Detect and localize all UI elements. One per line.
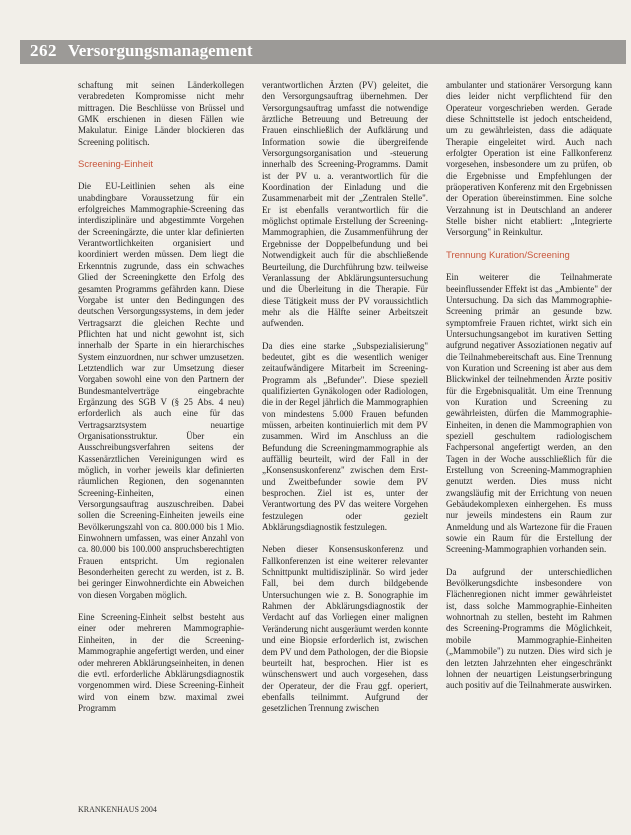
paragraph: Da aufgrund der unterschiedlichen Bevölkerungsdichte insbesondere von Flächenregionen nicht immer gewährleistet ist, dass solche Mammographie-Einheiten wohnortnah zu stellen, besteht im Rahmen des Screening-Programms die Möglichkeit, mobile Mammographie-Einheiten („Mammobile") zu nutzen. Dies wird sich je den letzten Jahrzehnten eher eingeschränkt lohnen der neuartigen Leistungserbringung auch positiv auf die Teilnahmerate auswirken. [446,566,612,691]
running-title: Versorgungsmanagement [68,41,253,60]
page-number: 262 [30,41,57,60]
paragraph: schaftung mit seinen Länderkollegen verabredeten Kompromisse nicht mehr mittragen. Die Beschlüsse von Brüssel und GMK erschienen in diesen Fällen wie Makulatur. Einige Länder blockieren das Screening politisch. [78,80,244,147]
paragraph: verantwortlichen Ärzten (PV) geleitet, die den Versorgungsauftrag übernehmen. Der Versorgungsauftrag umfasst die notwendige ärztliche Betreuung und Betreuung der Frauen einschließlich der Aufklärung und Information sowie die übergreifende Versorgungsorganisation und -steuerung innerhalb des Screening-Programms. Damit ist der PV u. a. verantwortlich für die Koordination der Einladung und die Zusammenarbeit mit der „Zentralen Stelle". Er ist ebenfalls verantwortlich für die möglichst optimale Erstellung der Screening-Mammographien, die Zusammenführung der Ergebnisse der Doppelbefundung und bei Notwendigkeit auch für die abschließende Beurteilung, die Durchführung bzw. teilweise Veranlassung der Abklärungsuntersuchung und die Überleitung in die Therapie. Für diese Tätigkeit muss der PV voraussichtlich mehr als die Hälfte seiner Arbeitszeit aufwenden. [262,80,428,329]
page-footer: KRANKENHAUS 2004 [78,805,157,814]
section-heading: Trennung Kuration/Screening [446,249,570,261]
paragraph: ambulanter und stationärer Versorgung kann dies leider nicht verpflichtend für den Operateur vorgeschrieben werden. Gerade diese Schnittstelle ist jedoch entscheidend, um zu gewährleisten, dass die adäquate Therapie eingeleitet wird. Auch nach erfolgter Operation ist eine Fallkonferenz vorgesehen, insbesondere um zu prüfen, ob die Ergebnisse und Empfehlungen der präoperativen Konferenz mit den Ergebnissen der Operation übereinstimmen. Eine solche Verzahnung ist in Deutschland an anderer Stelle bisher nicht etabliert: „Integrierte Versorgung" in Reinkultur. [446,80,612,238]
paragraph: Ein weiterer die Teilnahmerate beeinflussender Effekt ist das „Ambiente" der Untersuchung. Da sich das Mammographie-Screening primär an gesunde bzw. symptomfreie Frauen richtet, wirkt sich ein Untersuchungsangebot im kurativen Setting aufgrund negativer Assoziationen negativ auf die Teilnahmebereitschaft aus. Eine Trennung von Kuration und Screening ist aber aus dem Blickwinkel der teilnehmenden Ärzte positiv für die Ergebnisqualität. Um eine Trennung von Kuration und Screening zu gewährleisten, dürfen die Mammographie-Einheiten, in denen die Mammographien von speziell geschultem radiologischem Fachpersonal angefertigt werden, an den Tagen in der Woche ausschließlich für die Erstellung von Screening-Mammographien genutzt werden. Dies muss nicht zwangsläufig mit der Errichtung von neuen Gebäudekomplexen einhergehen. Es muss nur jeweils mindestens ein Raum zur Anmeldung und als Wartezone für die Frauen sowie ein Raum für die Erstellung der Screening-Mammographien vorhanden sein. [446,272,612,555]
paragraph: Eine Screening-Einheit selbst besteht aus einer oder mehreren Mammographie-Einheiten, in der die Screening-Mammographie angefertigt werden, und einer oder mehreren Abklärungseinheiten, in denen die evtl. erforderliche Abklärungsdiagnostik vorgenommen wird. Diese Screening-Einheit wird von einem bzw. maximal zwei Programm [78,612,244,713]
section-heading: Screening-Einheit [78,159,153,171]
paragraph: Da dies eine starke „Subspezialisierung" bedeutet, gibt es die wesentlich weniger zeitaufwändigere Mitarbeit im Screening-Programm als „Befunder". Diese speziell qualifizierten Gynäkologen oder Radiologen, die in der Regel jährlich die Mammographien von mindestens 5.000 Frauen befunden müssen, arbeiten kontinuierlich mit dem PV zusammen. Wird im Anschluss an die Befundung die Screeningmammographie als auffällig beurteilt, wird der Fall in der „Konsensuskonferenz" zwischen dem Erst- und Zweitbefunder sowie dem PV besprochen. Ziel ist es, unter der Verantwortung des PV das weitere Vorgehen festzulegen oder gezielt Abklärungsdiagnostik festzulegen. [262,340,428,533]
paragraph: Neben dieser Konsensuskonferenz und Fallkonferenzen ist eine weiterer relevanter Schnittpunkt multidisziplinär. So wird jeder Fall, bei dem durch bildgebende Untersuchungen wie z. B. Sonographie im Rahmen der Abklärungsdiagnostik der Verdacht auf das Vorliegen einer malignen Veränderung nicht ausgeräumt werden konnte und eine Biopsie erforderlich ist, zwischen dem PV und dem Pathologen, der die Biopsie beurteilt hat, besprochen. Hier ist es wünschenswert und auch vorgesehen, dass der Operateur, der die Frau ggf. operiert, ebenfalls teilnimmt. Aufgrund der gesetzlichen Trennung zwischen [262,544,428,714]
text-column-2 [262,80,428,782]
text-column-3 [446,80,612,782]
text-column-1 [78,80,244,780]
paragraph: Die EU-Leitlinien sehen als eine unabdingbare Voraussetzung für ein erfolgreiches Mammographie-Screening das interdisziplinäre und abgestimmte Vorgehen der Screeningärzte, die unter klar definierten Verantwortlichkeiten organisiert und koordiniert werden müssen. Dem liegt die Erkenntnis zugrunde, dass ein schwaches Glied der Screeningkette den Erfolg des gesamten Programms gefährden kann. Diese Vorgabe ist unter den Bedingungen des deutschen Versorgungssystems, in dem jeder Vertragsarzt die gleichen Rechte und Pflichten hat und nicht gewohnt ist, sich innerhalb der Sparte in ein hierarchisches System einzuordnen, nur schwer umzusetzen. Letztendlich war zur Umsetzung dieser Vorgaben sowohl eine von den Partnern der Bundesmantelverträge eingebrachte Ergänzung des SGB V (§ 25 Abs. 4 neu) erforderlich als auch eine für das Vertragsarztsystem neuartige Organisationsstruktur. Über ein Ausschreibungsverfahren seitens der Kassenärztlichen Vereinigungen wird es möglich, in vorher jeweils klar definierten räumlichen Regionen, den sogenannten Screening-Einheiten, einen Versorgungsauftrag auszuschreiben. Dabei sollen die Screening-Einheiten jeweils eine Bevölkerungszahl von ca. 800.000 bis 1 Mio. Einwohnern umfassen, was einer Anzahl von ca. 80.000 bis 100.000 anspruchsberechtigten Frauen entspricht. Um regionalen Besonderheiten gerecht zu werden, ist z. B. bei geringer Einwohnerdichte ein Abweichen von diesen Vorgaben möglich. [78,181,244,600]
